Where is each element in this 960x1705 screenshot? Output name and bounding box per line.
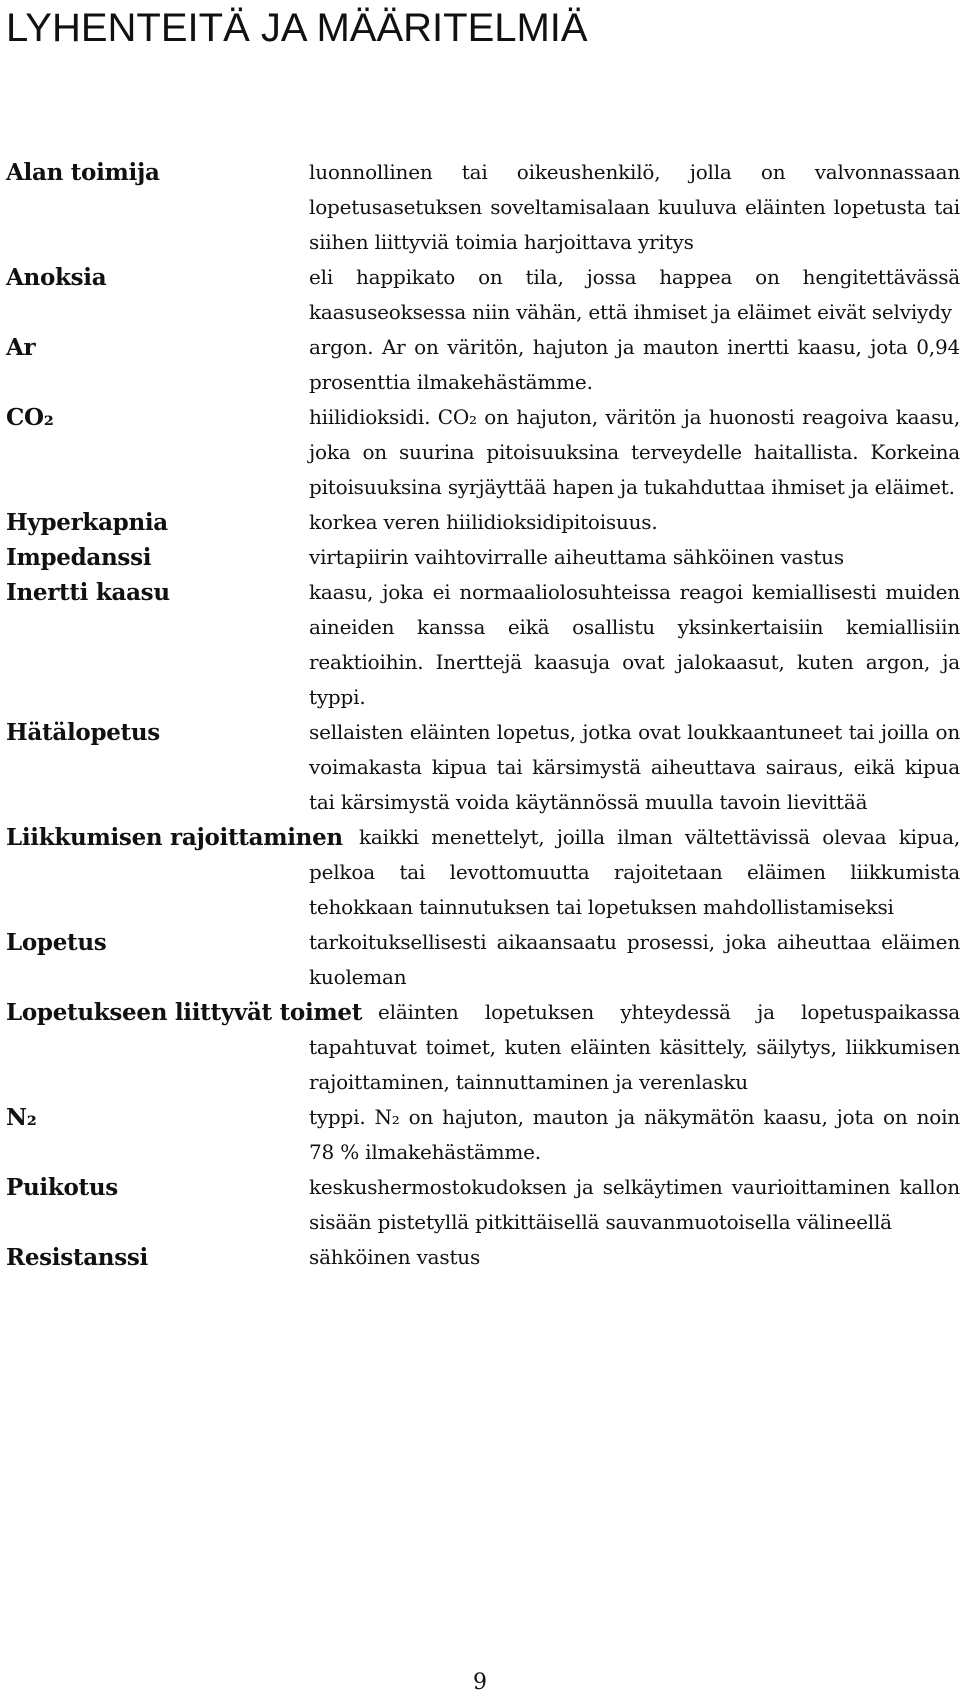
page-title: LYHENTEITÄ JA MÄÄRITELMIÄ bbox=[6, 6, 588, 50]
glossary-term: CO₂ bbox=[6, 404, 54, 431]
glossary-definition: argon. Ar on väritön, hajuton ja mauton inertti kaasu, jota 0,94 prosenttia ilmakehästämme. bbox=[309, 335, 960, 394]
glossary-term: Puikotus bbox=[6, 1174, 118, 1201]
glossary-term: Alan toimija bbox=[6, 159, 160, 186]
glossary-entry bbox=[6, 260, 960, 330]
glossary-entry bbox=[6, 400, 960, 505]
glossary-list bbox=[6, 155, 960, 1275]
glossary-entry bbox=[6, 820, 960, 925]
glossary-term: Hätälopetus bbox=[6, 719, 160, 746]
glossary-entry bbox=[6, 925, 960, 995]
glossary-entry bbox=[6, 540, 960, 575]
glossary-term: Ar bbox=[6, 334, 36, 361]
glossary-entry bbox=[6, 330, 960, 400]
glossary-entry bbox=[6, 505, 960, 540]
glossary-entry bbox=[6, 1240, 960, 1275]
glossary-definition: tarkoituksellisesti aikaansaatu prosessi, joka aiheuttaa eläimen kuoleman bbox=[309, 930, 960, 989]
glossary-entry bbox=[6, 1100, 960, 1170]
glossary-definition: eli happikato on tila, jossa happea on hengitettävässä kaasuseoksessa niin vähän, että ihmiset ja eläimet eivät selviydy bbox=[309, 265, 960, 324]
glossary-term: Hyperkapnia bbox=[6, 509, 168, 536]
glossary-definition: luonnollinen tai oikeushenkilö, jolla on valvonnassaan lopetusasetuksen soveltamisalaan kuuluva eläinten lopetusta tai siihen liittyviä toimia harjoittava yritys bbox=[309, 160, 960, 254]
glossary-definition: sähköinen vastus bbox=[309, 1245, 481, 1269]
glossary-term: Anoksia bbox=[6, 264, 107, 291]
glossary-definition: eläinten lopetuksen yhteydessä ja lopetuspaikassa tapahtuvat toimet, kuten eläinten käsittely, säilytys, liikkumisen rajoittaminen, tainnuttaminen ja verenlasku bbox=[309, 1000, 960, 1094]
glossary-definition: sellaisten eläinten lopetus, jotka ovat loukkaantuneet tai joilla on voimakasta kipua tai kärsimystä aiheuttava sairaus, eikä kipua tai kärsimystä voida käytännössä muulla tavoin lievittää bbox=[309, 720, 960, 814]
glossary-term: Impedanssi bbox=[6, 544, 152, 571]
glossary-term: Lopetukseen liittyvät toimet bbox=[6, 999, 363, 1026]
glossary-term: Lopetus bbox=[6, 929, 107, 956]
glossary-term: N₂ bbox=[6, 1104, 37, 1131]
glossary-entry bbox=[6, 1170, 960, 1240]
glossary-term: Resistanssi bbox=[6, 1244, 148, 1271]
glossary-term: Liikkumisen rajoittaminen bbox=[6, 824, 343, 851]
glossary-entry bbox=[6, 575, 960, 715]
glossary-entry bbox=[6, 995, 960, 1100]
glossary-entry bbox=[6, 155, 960, 260]
glossary-term: Inertti kaasu bbox=[6, 579, 170, 606]
glossary-entry bbox=[6, 715, 960, 820]
glossary-definition: kaasu, joka ei normaaliolosuhteissa reagoi kemiallisesti muiden aineiden kanssa eikä osallistu yksinkertaisiin kemiallisiin reaktioihin. Inerttejä kaasuja ovat jalokaasut, kuten argon, ja typpi. bbox=[309, 580, 960, 709]
page-number: 9 bbox=[473, 1670, 487, 1695]
glossary-definition: keskushermostokudoksen ja selkäytimen vaurioittaminen kallon sisään pistetyllä pitkittäisellä sauvanmuotoisella välineellä bbox=[309, 1175, 960, 1234]
glossary-definition: virtapiirin vaihtovirralle aiheuttama sähköinen vastus bbox=[309, 545, 844, 569]
glossary-definition: typpi. N₂ on hajuton, mauton ja näkymätön kaasu, jota on noin 78 % ilmakehästämme. bbox=[309, 1105, 960, 1164]
glossary-definition: hiilidioksidi. CO₂ on hajuton, väritön ja huonosti reagoiva kaasu, joka on suurina pitoisuuksina terveydelle haitallista. Korkeina pitoisuuksina syrjäyttää hapen ja tukahduttaa ihmiset ja eläimet. bbox=[309, 405, 960, 499]
glossary-definition: kaikki menettelyt, joilla ilman vältettävissä olevaa kipua, pelkoa tai levottomuutta rajoitetaan eläimen liikkumista tehokkaan tainnutuksen tai lopetuksen mahdollistamiseksi bbox=[309, 825, 960, 919]
glossary-definition: korkea veren hiilidioksidipitoisuus. bbox=[309, 510, 658, 534]
